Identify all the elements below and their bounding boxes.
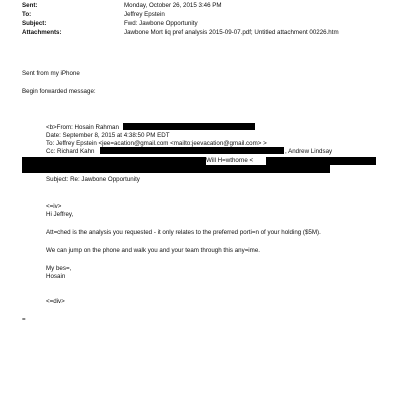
trailing-equals: =	[22, 316, 26, 323]
forwarded-from-line: <b>From: Hosain Rahman	[46, 124, 119, 131]
closing-line: My bes=,	[46, 265, 72, 272]
attachments-label: Attachments:	[22, 29, 62, 36]
redaction-bar	[22, 165, 330, 173]
subject-label: Subject:	[22, 20, 47, 27]
sent-from-line: Sent from my iPhone	[22, 70, 80, 77]
subject-value: Fwd: Jawbone Opportunity	[124, 20, 198, 27]
redaction-bar	[266, 157, 376, 165]
forwarded-to-line: To: Jeffrey Epstein <jee=acation@gmail.com <mailto:jeevacation@gmail.com> >	[46, 140, 267, 147]
paragraph-attached: Att=ched is the analysis you requested - it only relates to the preferred porti=n of your holding ($5M).	[46, 229, 321, 236]
to-label: To:	[22, 11, 32, 18]
sent-label: Sent:	[22, 2, 38, 9]
forwarded-cc-will: Will H=wthorne <	[206, 157, 254, 164]
forwarded-cc-prefix: Cc: Richard Kahn	[46, 148, 95, 155]
forwarded-date-line: Date: September 8, 2015 at 4:38:50 PM EDT	[46, 132, 170, 139]
greeting-line: Hi Jeffrey,	[46, 211, 74, 218]
forwarded-cc-suffix: , Andrew Lindsay	[285, 148, 333, 155]
to-value: Jeffrey Epstein	[124, 11, 165, 18]
redaction-bar	[22, 157, 206, 165]
paragraph-phone: We can jump on the phone and walk you and your team through this any=ime.	[46, 247, 261, 254]
redaction-bar	[100, 147, 284, 154]
sent-value: Monday, October 26, 2015 3:46 PM	[124, 2, 222, 9]
begin-forwarded-line: Begin forwarded message:	[22, 88, 96, 95]
forwarded-subject-line: Subject: Re: Jawbone Opportunity	[46, 176, 140, 183]
div-close-tag: <=div>	[46, 298, 65, 305]
signature-line: Hosain	[46, 273, 66, 280]
redaction-bar	[123, 123, 255, 130]
div-open-tag: <=iv>	[46, 203, 62, 210]
attachments-value[interactable]: Jawbone Mort liq pref analysis 2015-09-07.pdf; Untitled attachment 00226.htm	[124, 29, 339, 36]
